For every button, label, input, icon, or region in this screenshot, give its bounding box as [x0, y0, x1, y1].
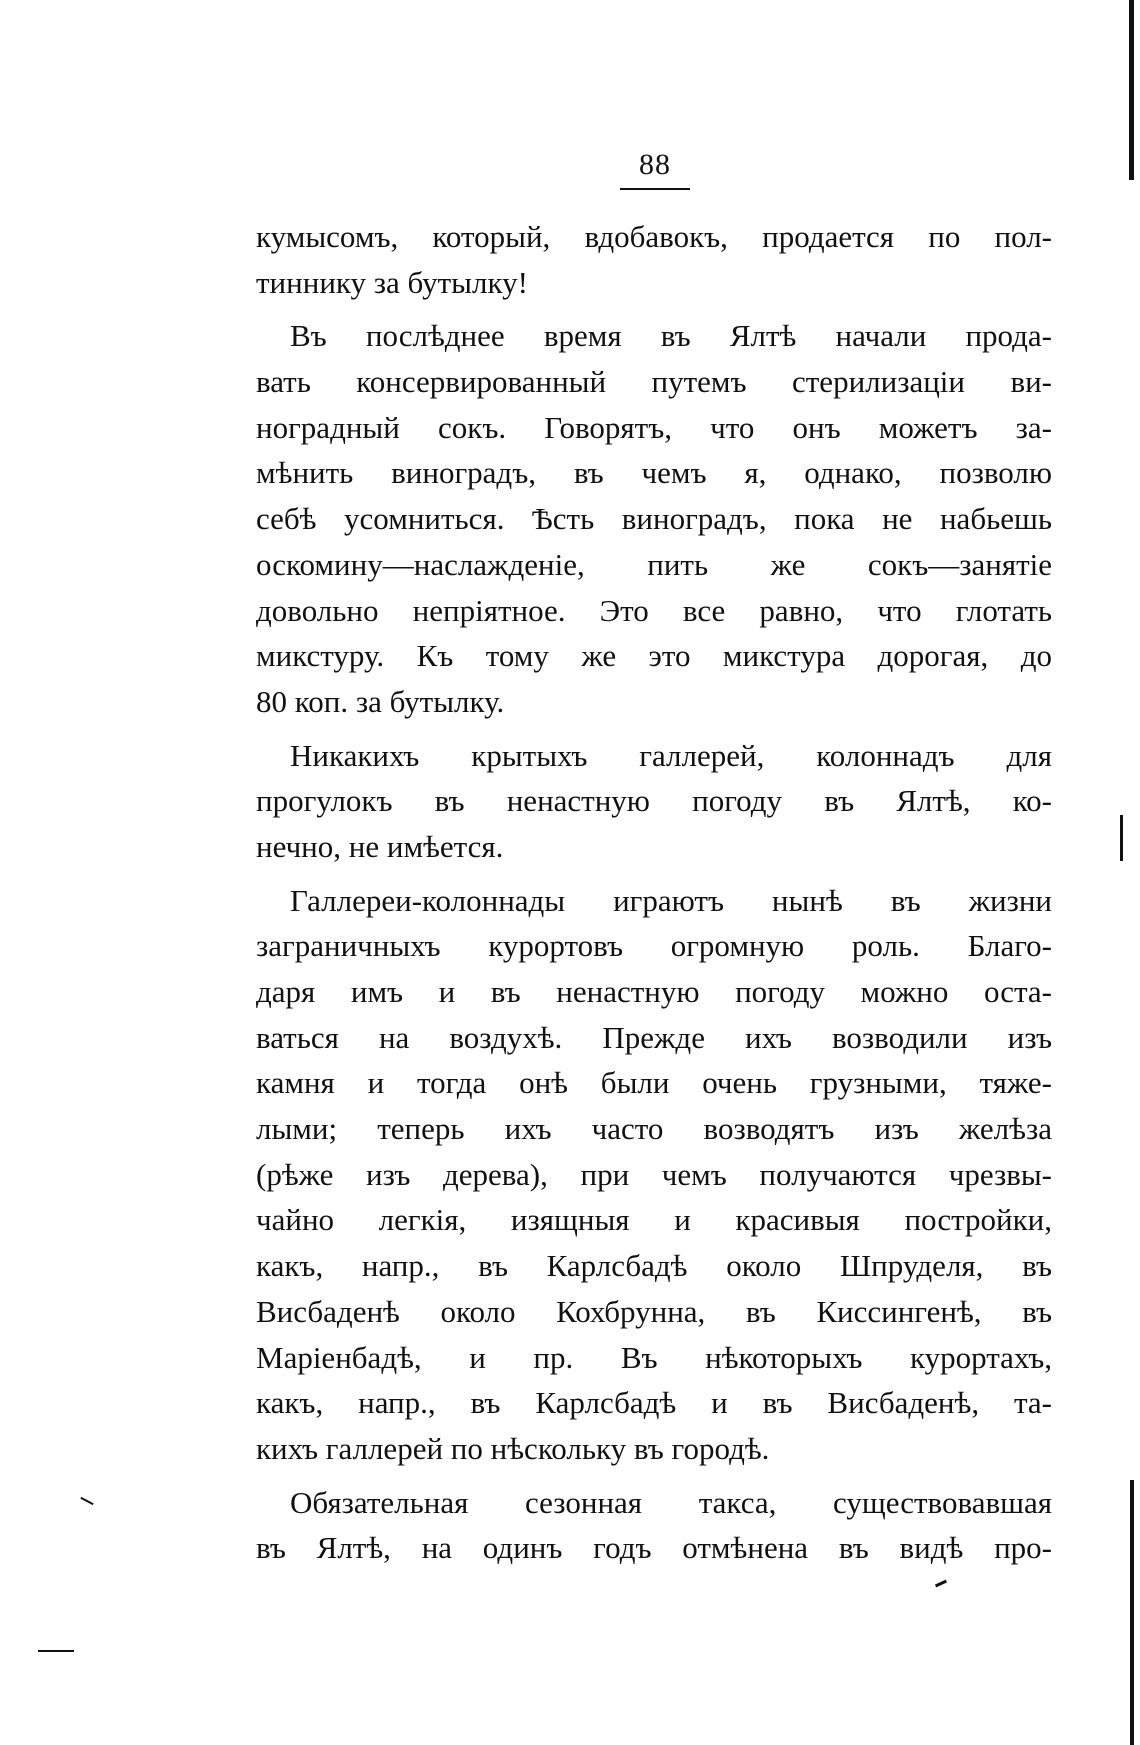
text-line: нечно, не имѣется.	[256, 828, 504, 864]
text-line: Галлереи-колоннады играютъ нынѣ въ жизни	[290, 882, 1052, 918]
text-line: чайно легкія, изящныя и красивыя постройки,	[256, 1202, 1052, 1238]
text-line: тиннику за бутылку!	[256, 264, 528, 300]
text-line: лыми; теперь ихъ часто возводятъ изъ желѣза	[256, 1111, 1052, 1147]
text-line: Въ послѣднее время въ Ялтѣ начали прода-	[290, 318, 1052, 354]
scan-edge-mark	[1129, 0, 1134, 180]
text-line: 80 коп. за бутылку.	[256, 683, 505, 719]
text-line: камня и тогда онѣ были очень грузными, тяже-	[256, 1065, 1052, 1101]
paragraph	[256, 878, 1052, 1472]
text-line: мѣнить виноградъ, въ чемъ я, однако, позволю	[256, 455, 1052, 491]
text-line: въ Ялтѣ, на одинъ годъ отмѣнена въ видѣ про-	[256, 1530, 1052, 1566]
paragraph	[256, 313, 1052, 724]
text-line: заграничныхъ курортовъ огромную роль. Благо-	[256, 928, 1052, 964]
text-line: Никакихъ крытыхъ галлерей, колоннадъ для	[290, 737, 1052, 773]
text-line: микстуру. Къ тому же это микстура дорогая, до	[256, 638, 1052, 674]
scan-speck	[1120, 815, 1123, 861]
body-text	[256, 214, 1052, 1579]
paragraph	[256, 733, 1052, 870]
text-line: прогулокъ въ ненастную погоду въ Ялтѣ, ко-	[256, 783, 1052, 819]
scan-speck	[935, 1580, 947, 1588]
scan-speck	[80, 1497, 93, 1505]
text-line: ноградный сокъ. Говорятъ, что онъ можетъ за-	[256, 409, 1052, 445]
text-line: ваться на воздухѣ. Прежде ихъ возводили изъ	[256, 1019, 1052, 1055]
scan-speck	[38, 1650, 74, 1652]
text-line: кумысомъ, который, вдобавокъ, продается по пол-	[256, 219, 1052, 254]
paragraph	[256, 1480, 1052, 1571]
text-line: даря имъ и въ ненастную погоду можно оста-	[256, 974, 1052, 1009]
page-number-rule	[620, 188, 690, 190]
text-line: какъ, напр., въ Карлсбадѣ и въ Висбаденѣ, та-	[256, 1385, 1052, 1421]
text-line: вать консервированный путемъ стерилизаціи ви-	[256, 364, 1052, 400]
paragraph	[256, 214, 1052, 305]
text-line: (рѣже изъ дерева), при чемъ получаются чрезвы-	[256, 1156, 1052, 1192]
text-line: Маріенбадѣ, и пр. Въ нѣкоторыхъ курортахъ,	[256, 1339, 1052, 1375]
scan-edge-mark	[1130, 1480, 1134, 1745]
text-line: довольно непріятное. Это все равно, что глотать	[256, 592, 1052, 628]
text-line: оскомину—наслажденіе, пить же сокъ—занятіе	[256, 546, 1052, 582]
text-line: кихъ галлерей по нѣскольку въ городѣ.	[256, 1430, 770, 1466]
text-line: себѣ усомниться. Ѣсть виноградъ, пока не набьешь	[256, 501, 1052, 537]
text-line: Висбаденѣ около Кохбрунна, въ Киссингенѣ, въ	[256, 1293, 1052, 1329]
page-number: 88	[639, 148, 671, 181]
text-line: какъ, напр., въ Карлсбадѣ около Шпруделя, въ	[256, 1248, 1052, 1284]
text-line: Обязательная сезонная такса, существовавшая	[290, 1484, 1052, 1520]
